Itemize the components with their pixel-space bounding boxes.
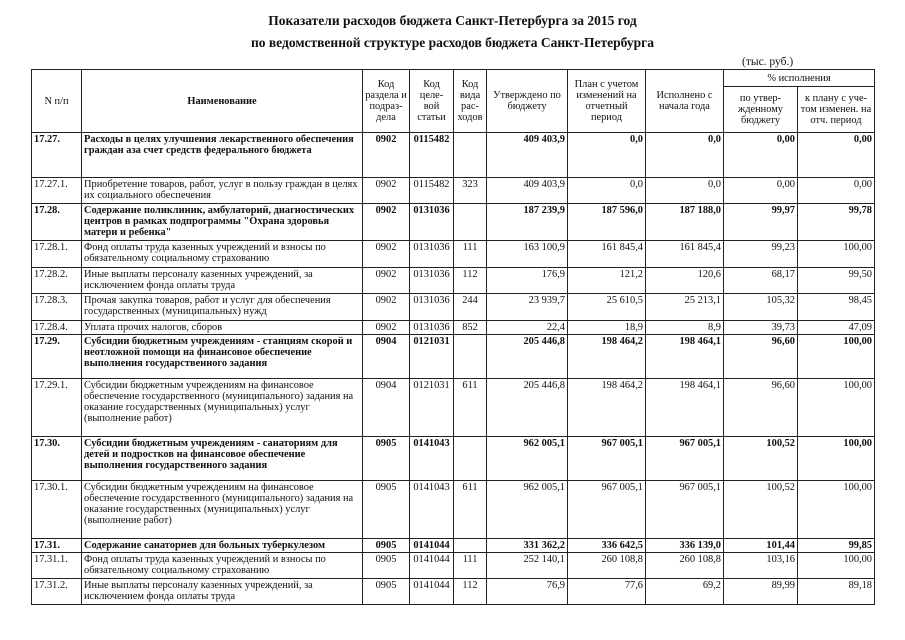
cell-article-code: 0131036 xyxy=(410,241,454,268)
cell-section-code: 0904 xyxy=(363,335,410,379)
cell-name: Иные выплаты персоналу казенных учреждений, за исключением фонда оплаты труда xyxy=(82,268,363,294)
cell-executed: 187 188,0 xyxy=(646,204,724,241)
cell-executed: 8,9 xyxy=(646,321,724,335)
table-row xyxy=(32,204,875,241)
cell-name: Субсидии бюджетным учреждениям на финансовое обеспечение государственного (муниципального) задания на оказание государственных (муниципальных) услуг (выполнение работ) xyxy=(82,379,363,437)
cell-pct-approved: 39,73 xyxy=(724,321,798,335)
cell-pct-approved: 99,97 xyxy=(724,204,798,241)
cell-approved: 176,9 xyxy=(487,268,568,294)
cell-num: 17.28.1. xyxy=(32,241,82,268)
header-section: Код раздела и подраз-дела xyxy=(363,70,410,133)
cell-pct-plan: 99,50 xyxy=(798,268,875,294)
table-row xyxy=(32,335,875,379)
cell-pct-approved: 100,52 xyxy=(724,481,798,539)
cell-section-code: 0905 xyxy=(363,553,410,579)
cell-executed: 198 464,1 xyxy=(646,379,724,437)
cell-approved: 409 403,9 xyxy=(487,133,568,178)
cell-approved: 205 446,8 xyxy=(487,379,568,437)
cell-plan: 77,6 xyxy=(568,579,646,605)
header-article: Код целе-вой статьи xyxy=(410,70,454,133)
table-row xyxy=(32,379,875,437)
table-row xyxy=(32,553,875,579)
cell-plan: 198 464,2 xyxy=(568,335,646,379)
table-row xyxy=(32,241,875,268)
header-executed: Исполнено с начала года xyxy=(646,70,724,133)
page-subtitle: по ведомственной структуре расходов бюджета Санкт-Петербурга xyxy=(250,35,655,50)
cell-pct-plan: 99,85 xyxy=(798,539,875,553)
cell-plan: 121,2 xyxy=(568,268,646,294)
cell-num: 17.29. xyxy=(32,335,82,379)
cell-approved: 187 239,9 xyxy=(487,204,568,241)
cell-num: 17.31.1. xyxy=(32,553,82,579)
cell-type-code xyxy=(454,204,487,241)
cell-num: 17.29.1. xyxy=(32,379,82,437)
cell-executed: 120,6 xyxy=(646,268,724,294)
cell-article-code: 0141044 xyxy=(410,553,454,579)
units-label: (тыс. руб.) xyxy=(742,56,794,68)
cell-name: Фонд оплаты труда казенных учреждений и взносы по обязательному социальному страхованию xyxy=(82,553,363,579)
table-row xyxy=(32,268,875,294)
cell-num: 17.28.4. xyxy=(32,321,82,335)
cell-pct-approved: 68,17 xyxy=(724,268,798,294)
cell-pct-approved: 103,16 xyxy=(724,553,798,579)
cell-article-code: 0121031 xyxy=(410,379,454,437)
cell-type-code: 111 xyxy=(454,241,487,268)
cell-plan: 260 108,8 xyxy=(568,553,646,579)
cell-executed: 161 845,4 xyxy=(646,241,724,268)
cell-approved: 76,9 xyxy=(487,579,568,605)
cell-name: Содержание санаториев для больных туберкулезом xyxy=(82,539,363,553)
cell-article-code: 0131036 xyxy=(410,321,454,335)
cell-section-code: 0904 xyxy=(363,379,410,437)
cell-type-code: 112 xyxy=(454,268,487,294)
cell-approved: 252 140,1 xyxy=(487,553,568,579)
cell-pct-approved: 101,44 xyxy=(724,539,798,553)
cell-pct-approved: 89,99 xyxy=(724,579,798,605)
table-row xyxy=(32,321,875,335)
cell-plan: 967 005,1 xyxy=(568,481,646,539)
cell-num: 17.30.1. xyxy=(32,481,82,539)
cell-plan: 198 464,2 xyxy=(568,379,646,437)
cell-pct-approved: 0,00 xyxy=(724,178,798,204)
cell-plan: 0,0 xyxy=(568,133,646,178)
cell-pct-plan: 100,00 xyxy=(798,335,875,379)
cell-type-code: 611 xyxy=(454,379,487,437)
page-title: Показатели расходов бюджета Санкт-Петербурга за 2015 год xyxy=(268,13,637,28)
cell-name: Приобретение товаров, работ, услуг в пользу граждан в целях их социального обеспечения xyxy=(82,178,363,204)
cell-num: 17.28. xyxy=(32,204,82,241)
cell-section-code: 0902 xyxy=(363,241,410,268)
cell-type-code xyxy=(454,539,487,553)
cell-plan: 18,9 xyxy=(568,321,646,335)
cell-executed: 0,0 xyxy=(646,178,724,204)
cell-pct-approved: 0,00 xyxy=(724,133,798,178)
cell-type-code: 611 xyxy=(454,481,487,539)
cell-pct-plan: 100,00 xyxy=(798,481,875,539)
cell-approved: 163 100,9 xyxy=(487,241,568,268)
expenses-table xyxy=(31,69,875,605)
cell-num: 17.27.1. xyxy=(32,178,82,204)
cell-article-code: 0115482 xyxy=(410,133,454,178)
cell-article-code: 0141044 xyxy=(410,539,454,553)
cell-num: 17.28.2. xyxy=(32,268,82,294)
cell-name: Расходы в целях улучшения лекарственного обеспечения граждан аза счет средств федерального бюджета xyxy=(82,133,363,178)
cell-pct-plan: 100,00 xyxy=(798,437,875,481)
cell-executed: 0,0 xyxy=(646,133,724,178)
cell-type-code: 323 xyxy=(454,178,487,204)
cell-type-code: 244 xyxy=(454,294,487,321)
header-pct-approved: по утвер-жденному бюджету xyxy=(724,87,798,133)
cell-name: Субсидии бюджетным учреждениям - санаториям для детей и подростков на финансовое обеспечение выполнения государственного задания xyxy=(82,437,363,481)
cell-type-code xyxy=(454,133,487,178)
table-row xyxy=(32,133,875,178)
cell-num: 17.28.3. xyxy=(32,294,82,321)
cell-name: Иные выплаты персоналу казенных учреждений, за исключением фонда оплаты труда xyxy=(82,579,363,605)
cell-approved: 23 939,7 xyxy=(487,294,568,321)
cell-executed: 336 139,0 xyxy=(646,539,724,553)
cell-pct-approved: 105,32 xyxy=(724,294,798,321)
cell-approved: 962 005,1 xyxy=(487,437,568,481)
cell-type-code xyxy=(454,335,487,379)
header-approved: Утверждено по бюджету xyxy=(487,70,568,133)
cell-type-code xyxy=(454,437,487,481)
cell-plan: 25 610,5 xyxy=(568,294,646,321)
header-percent: % исполнения xyxy=(724,70,875,87)
header-num: N п/п xyxy=(32,70,82,133)
cell-executed: 69,2 xyxy=(646,579,724,605)
table-row xyxy=(32,178,875,204)
cell-article-code: 0141043 xyxy=(410,437,454,481)
cell-pct-plan: 89,18 xyxy=(798,579,875,605)
cell-plan: 0,0 xyxy=(568,178,646,204)
table-row xyxy=(32,437,875,481)
cell-article-code: 0121031 xyxy=(410,335,454,379)
cell-name: Уплата прочих налогов, сборов xyxy=(82,321,363,335)
cell-section-code: 0902 xyxy=(363,321,410,335)
cell-num: 17.31. xyxy=(32,539,82,553)
cell-approved: 331 362,2 xyxy=(487,539,568,553)
table-row xyxy=(32,579,875,605)
cell-section-code: 0902 xyxy=(363,294,410,321)
cell-pct-plan: 98,45 xyxy=(798,294,875,321)
cell-pct-plan: 100,00 xyxy=(798,241,875,268)
cell-executed: 198 464,1 xyxy=(646,335,724,379)
cell-article-code: 0115482 xyxy=(410,178,454,204)
cell-approved: 205 446,8 xyxy=(487,335,568,379)
cell-pct-plan: 100,00 xyxy=(798,379,875,437)
cell-name: Фонд оплаты труда казенных учреждений и взносы по обязательному социальному страхованию xyxy=(82,241,363,268)
cell-type-code: 112 xyxy=(454,579,487,605)
cell-section-code: 0905 xyxy=(363,579,410,605)
table-row xyxy=(32,539,875,553)
cell-section-code: 0905 xyxy=(363,437,410,481)
cell-pct-approved: 96,60 xyxy=(724,379,798,437)
cell-type-code: 111 xyxy=(454,553,487,579)
cell-article-code: 0141043 xyxy=(410,481,454,539)
cell-article-code: 0141044 xyxy=(410,579,454,605)
cell-pct-plan: 100,00 xyxy=(798,553,875,579)
cell-pct-approved: 99,23 xyxy=(724,241,798,268)
cell-plan: 161 845,4 xyxy=(568,241,646,268)
cell-section-code: 0905 xyxy=(363,481,410,539)
cell-section-code: 0902 xyxy=(363,178,410,204)
cell-approved: 962 005,1 xyxy=(487,481,568,539)
cell-section-code: 0902 xyxy=(363,204,410,241)
cell-article-code: 0131036 xyxy=(410,204,454,241)
cell-pct-plan: 0,00 xyxy=(798,178,875,204)
cell-article-code: 0131036 xyxy=(410,268,454,294)
cell-num: 17.30. xyxy=(32,437,82,481)
table-row xyxy=(32,294,875,321)
cell-approved: 22,4 xyxy=(487,321,568,335)
cell-approved: 409 403,9 xyxy=(487,178,568,204)
cell-executed: 967 005,1 xyxy=(646,437,724,481)
cell-pct-approved: 96,60 xyxy=(724,335,798,379)
cell-section-code: 0902 xyxy=(363,268,410,294)
cell-name: Субсидии бюджетным учреждениям на финансовое обеспечение государственного (муниципального) задания на оказание государственных (муниципальных) услуг (выполнение работ) xyxy=(82,481,363,539)
cell-pct-plan: 99,78 xyxy=(798,204,875,241)
cell-num: 17.27. xyxy=(32,133,82,178)
cell-name: Прочая закупка товаров, работ и услуг для обеспечения государственных (муниципальных) нужд xyxy=(82,294,363,321)
cell-article-code: 0131036 xyxy=(410,294,454,321)
cell-name: Содержание поликлиник, амбулаторий, диагностических центров в рамках подпрограммы "Охрана здоровья матери и ребенка" xyxy=(82,204,363,241)
cell-executed: 260 108,8 xyxy=(646,553,724,579)
table-body xyxy=(32,133,875,605)
header-name: Наименование xyxy=(82,70,363,133)
cell-executed: 25 213,1 xyxy=(646,294,724,321)
cell-pct-approved: 100,52 xyxy=(724,437,798,481)
header-type: Код вида рас-ходов xyxy=(454,70,487,133)
cell-executed: 967 005,1 xyxy=(646,481,724,539)
header-pct-plan: к плану с уче-том изменен. на отч. период xyxy=(798,87,875,133)
cell-plan: 336 642,5 xyxy=(568,539,646,553)
cell-pct-plan: 0,00 xyxy=(798,133,875,178)
cell-pct-plan: 47,09 xyxy=(798,321,875,335)
cell-name: Субсидии бюджетным учреждениям - станциям скорой и неотложной помощи на финансовое обеспечение выполнения государственного задания xyxy=(82,335,363,379)
cell-section-code: 0902 xyxy=(363,133,410,178)
cell-plan: 187 596,0 xyxy=(568,204,646,241)
table-row xyxy=(32,481,875,539)
cell-plan: 967 005,1 xyxy=(568,437,646,481)
cell-section-code: 0905 xyxy=(363,539,410,553)
header-plan: План с учетом изменений на отчетный период xyxy=(568,70,646,133)
cell-type-code: 852 xyxy=(454,321,487,335)
cell-num: 17.31.2. xyxy=(32,579,82,605)
